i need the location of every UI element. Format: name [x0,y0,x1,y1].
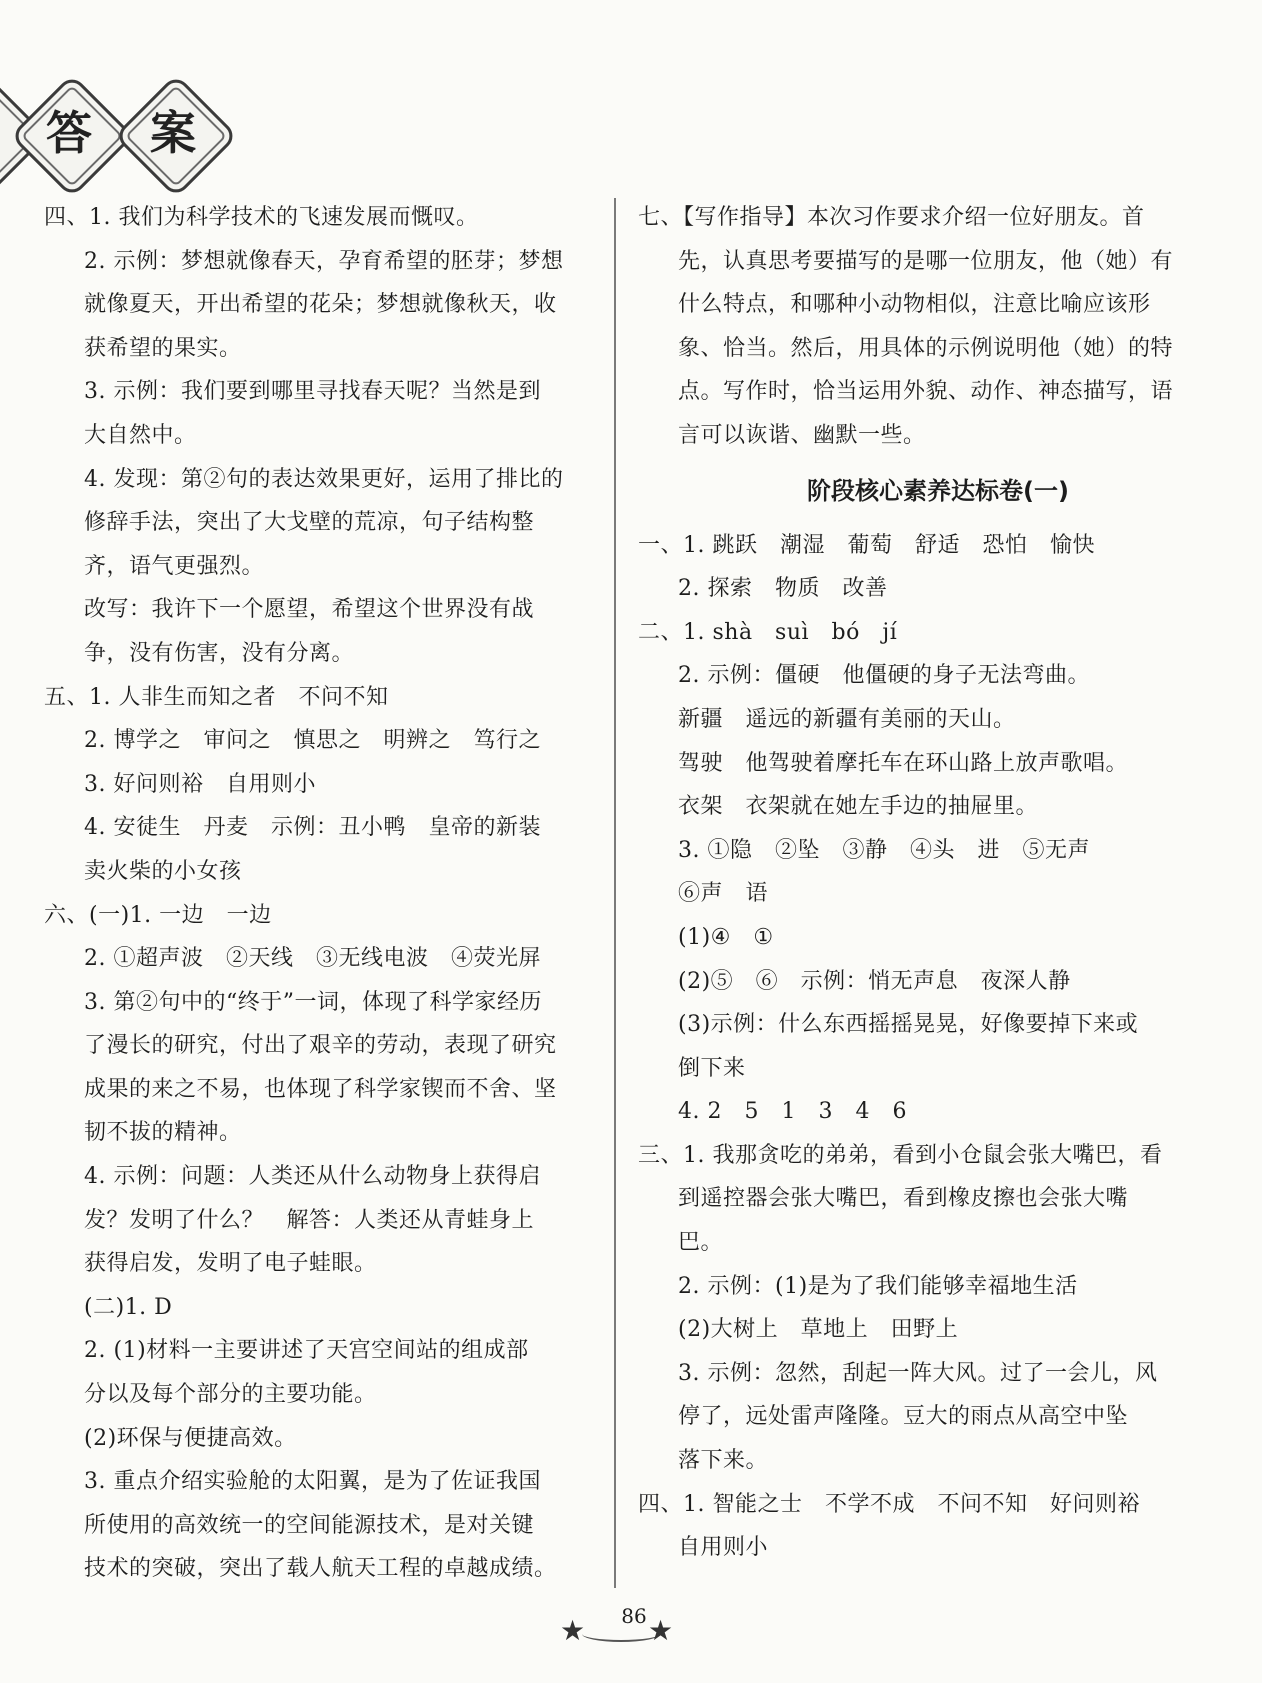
answer-line: 言可以诙谐、幽默一些。 [678,422,926,448]
answer-line: 四、1. 智能之士 不学不成 不问不知 好问则裕 [638,1491,1140,1517]
column-divider [614,198,616,1588]
answer-line: (3)示例：什么东西摇摇晃晃，好像要掉下来或 [678,1012,1139,1038]
answer-line: 修辞手法，突出了大戈壁的荒凉，句子结构整 [84,510,535,536]
answer-line: 3. ①隐 ②坠 ③静 ④头 进 ⑤无声 [678,837,1090,863]
star-icon: ★ [648,1614,674,1647]
answer-line: 卖火柴的小女孩 [84,858,242,884]
answer-line: 2. 示例：梦想就像春天，孕育希望的胚芽；梦想 [84,248,564,274]
answer-line: 2. 探索 物质 改善 [678,576,888,602]
answer-line: 驾驶 他驾驶着摩托车在环山路上放声歌唱。 [678,750,1129,776]
star-icon: ★ [560,1614,586,1647]
answer-line: 齐，语气更强烈。 [84,553,265,579]
answer-line: (二)1. D [84,1294,173,1320]
answer-line: 落下来。 [678,1448,769,1474]
answer-line: 衣架 衣架就在她左手边的抽屉里。 [678,794,1039,820]
answer-line: (1)④ ① [678,924,774,950]
answer-line: 了漫长的研究，付出了艰辛的劳动，表现了研究 [84,1033,557,1059]
answer-line: 到遥控器会张大嘴巴，看到橡皮擦也会张大嘴 [678,1186,1129,1212]
answer-line: 2. ①超声波 ②天线 ③无线电波 ④荧光屏 [84,946,541,972]
answer-line: 点。写作时，恰当运用外貌、动作、神态描写，语 [678,379,1174,405]
answer-line: 五、1. 人非生而知之者 不问不知 [44,684,389,710]
left-column [44,196,604,1591]
answer-line: 大自然中。 [84,422,197,448]
answer-line: 自用则小 [678,1535,769,1561]
answer-header [0,78,260,188]
answer-line: 什么特点，和哪种小动物相似，注意比喻应该形 [678,292,1151,318]
answer-line: 二、1. shà suì bó jí [638,619,898,645]
answer-line: 4. 示例：问题：人类还从什么动物身上获得启 [84,1164,541,1190]
answer-line: 六、(一)1. 一边 一边 [44,902,272,928]
answer-line: 2. 示例：僵硬 他僵硬的身子无法弯曲。 [678,663,1090,689]
answer-line: 韧不拔的精神。 [84,1120,242,1146]
answer-line: 一、1. 跳跃 潮湿 葡萄 舒适 恐怕 愉快 [638,532,1095,558]
answer-line: 3. 好问则裕 自用则小 [84,771,316,797]
header-char-1: 答 [46,106,92,160]
answer-line: 3. 示例：忽然，刮起一阵大风。过了一会儿，风 [678,1360,1158,1386]
section-title: 阶段核心素养达标卷(一) [807,476,1069,505]
answer-line: 四、1. 我们为科学技术的飞速发展而慨叹。 [44,205,479,230]
answer-line: 4. 发现：第②句的表达效果更好，运用了排比的 [84,466,564,492]
answer-line: 发？发明了什么？ 解答：人类还从青蛙身上 [84,1207,535,1233]
answer-line: 3. 重点介绍实验舱的太阳翼，是为了佐证我国 [84,1469,541,1495]
answer-line: 2. (1)材料一主要讲述了天宫空间站的组成部 [84,1338,529,1364]
answer-line: 停了，远处雷声隆隆。豆大的雨点从高空中坠 [678,1404,1129,1430]
answer-line: 象、恰当。然后，用具体的示例说明他（她）的特 [678,335,1174,361]
answer-line: (2)环保与便捷高效。 [84,1425,297,1451]
answer-line: 2. 示例：(1)是为了我们能够幸福地生活 [678,1273,1078,1299]
answer-line: 新疆 遥远的新疆有美丽的天山。 [678,706,1016,732]
answer-line: 4. 2 5 1 3 4 6 [678,1099,907,1125]
answer-line: (2)大树上 草地上 田野上 [678,1317,959,1343]
answer-line: 就像夏天，开出希望的花朵；梦想就像秋天，收 [84,292,557,318]
answer-line: 争，没有伤害，没有分离。 [84,640,355,666]
answer-line: 获希望的果实。 [84,335,242,361]
answer-line: 4. 安徒生 丹麦 示例：丑小鸭 皇帝的新装 [84,815,541,841]
answer-line: 2. 博学之 审问之 慎思之 明辨之 笃行之 [84,728,541,754]
answer-line: 先，认真思考要描写的是哪一位朋友，他（她）有 [678,248,1174,274]
answer-line: 获得启发，发明了电子蛙眼。 [84,1251,377,1277]
answer-line: 改写：我许下一个愿望，希望这个世界没有战 [84,597,535,623]
answer-line: ⑥声 语 [678,881,769,907]
answer-line: 技术的突破，突出了载人航天工程的卓越成绩。 [84,1556,557,1582]
answer-line: 巴。 [678,1230,724,1256]
answer-line: 七、【写作指导】本次习作要求介绍一位好朋友。首 [638,205,1145,230]
answer-line: 三、1. 我那贪吃的弟弟，看到小仓鼠会张大嘴巴，看 [638,1142,1163,1168]
answer-line: (2)⑤ ⑥ 示例：悄无声息 夜深人静 [678,968,1071,994]
answer-line: 倒下来 [678,1055,746,1081]
answer-line: 所使用的高效统一的空间能源技术，是对关键 [84,1512,535,1538]
page-footer [0,1604,1262,1654]
answer-line: 3. 示例：我们要到哪里寻找春天呢？当然是到 [84,379,541,405]
right-column [638,196,1198,1570]
answer-line: 成果的来之不易，也体现了科学家锲而不舍、坚 [84,1076,557,1102]
header-char-2: 案 [150,106,196,160]
answer-line: 分以及每个部分的主要功能。 [84,1382,377,1408]
page-number: 86 [621,1604,647,1628]
answer-line: 3. 第②句中的“终于”一词，体现了科学家经历 [84,989,542,1015]
